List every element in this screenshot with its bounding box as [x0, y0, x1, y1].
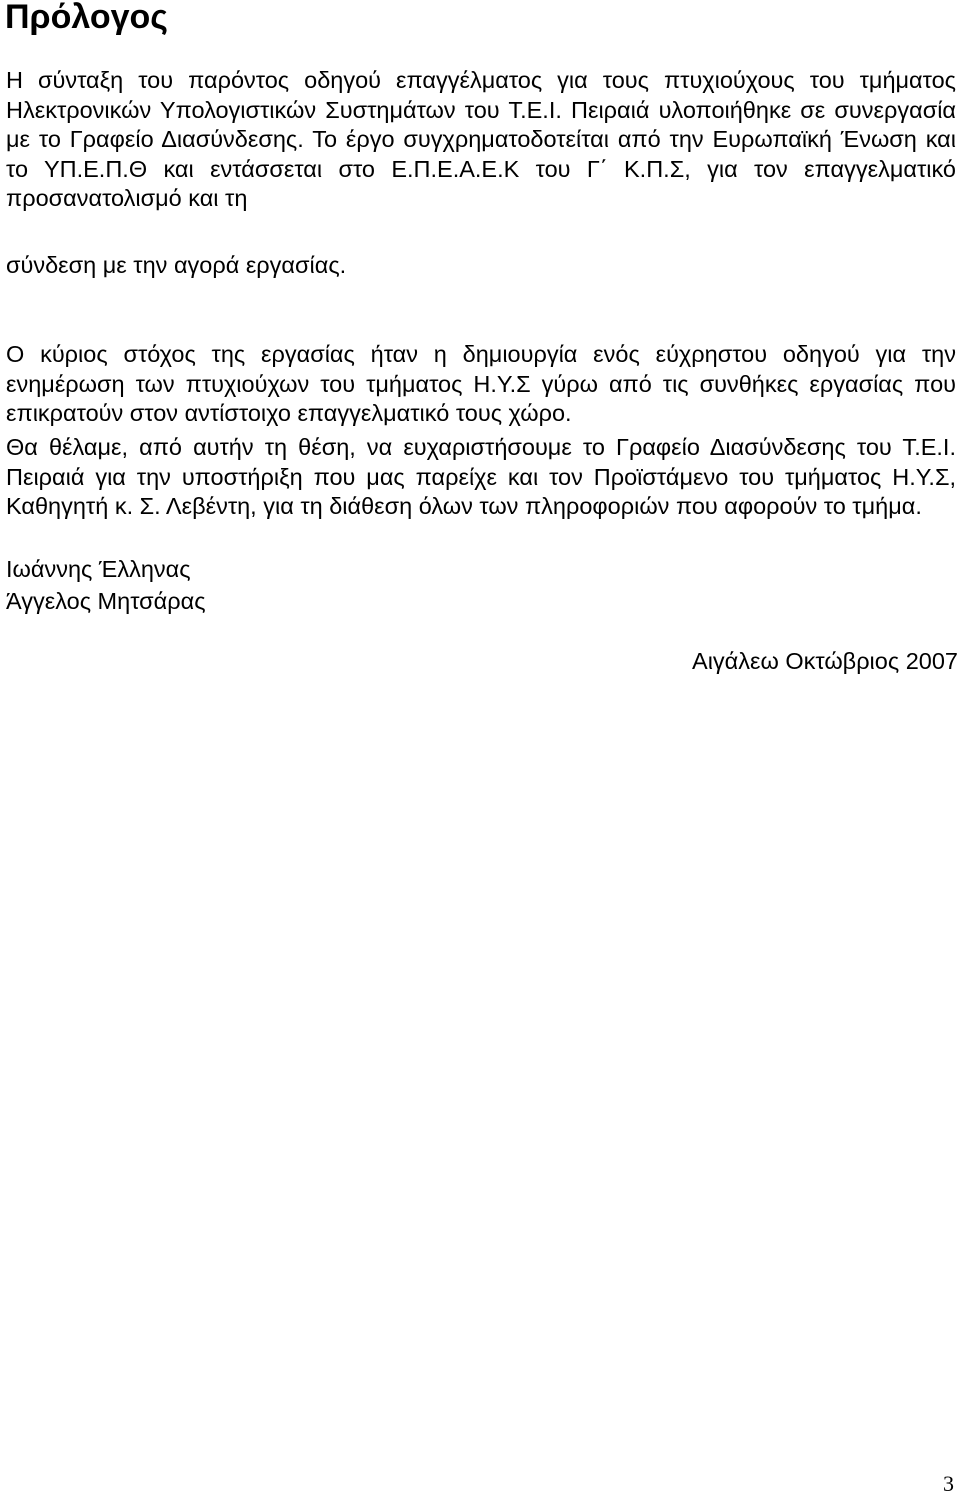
page-title: Πρόλογος [5, 0, 168, 36]
paragraph-acknowledgements: Θα θέλαμε, από αυτήν τη θέση, να ευχαριστήσουμε το Γραφείο Διασύνδεσης του Τ.Ε.Ι. Πειραιά για την υποστήριξη που μας παρείχε και τον Προϊστάμενο του τμήματος Η.Υ.Σ, Καθηγητή κ. Σ. Λεβέντη, για τη διάθεση όλων των πληροφοριών που αφορούν το τμήμα. [6, 434, 956, 519]
paragraph-intro-end: σύνδεση με την αγορά εργασίας. [6, 252, 347, 278]
paragraph-goal: Ο κύριος στόχος της εργασίας ήταν η δημιουργία ενός εύχρηστου οδηγού για την ενημέρωση των πτυχιούχων του τμήματος Η.Υ.Σ γύρω από τις συνθήκες εργασίας που επικρατούν στον αντίστοιχο επαγγελματικό τους χώρο. [6, 341, 956, 426]
signatory-2: Άγγελος Μητσάρας [6, 588, 206, 614]
signatory-1: Ιωάννης Έλληνας [6, 556, 191, 582]
place-date: Αιγάλεω Οκτώβριος 2007 [692, 648, 958, 674]
paragraph-intro: Η σύνταξη του παρόντος οδηγού επαγγέλματος για τους πτυχιούχους του τμήματος Ηλεκτρονικών Υπολογιστικών Συστημάτων του Τ.Ε.Ι. Πειραιά υλοποιήθηκε σε συνεργασία με το Γραφείο Διασύνδεσης. Το έργο συγχρηματοδοτείται από την Ευρωπαϊκή Ένωση και το ΥΠ.Ε.Π.Θ και εντάσσεται στο Ε.Π.Ε.Α.Ε.Κ του Γ΄ Κ.Π.Σ, για τον επαγγελματικό προσανατολισμό και τη [6, 67, 956, 211]
page-number: 3 [943, 1471, 954, 1496]
